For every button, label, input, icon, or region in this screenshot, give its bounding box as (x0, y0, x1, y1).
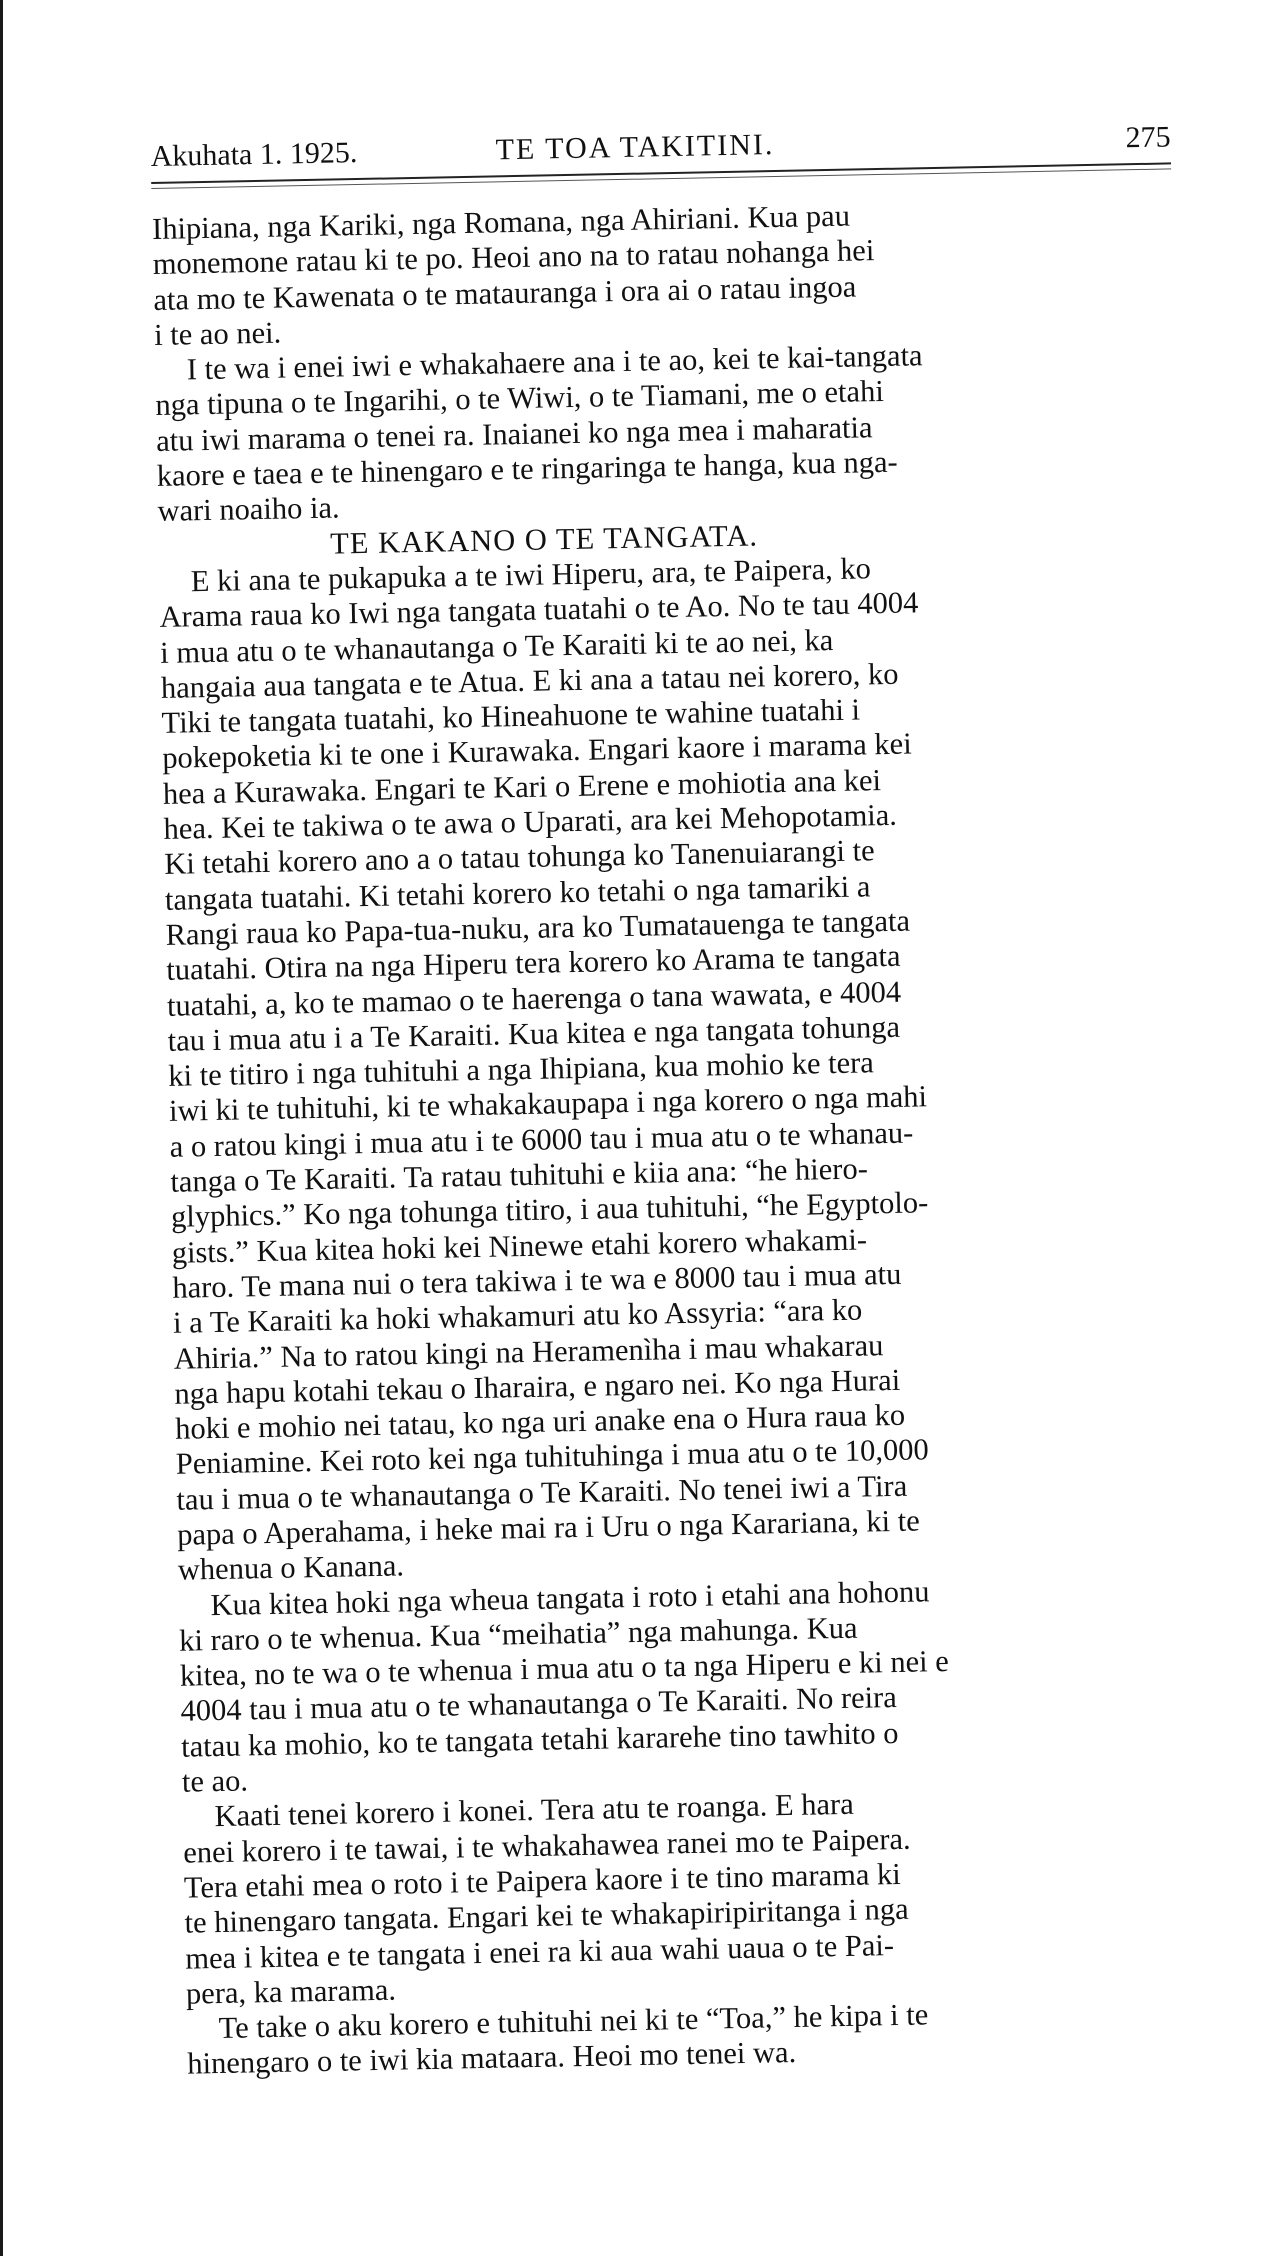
article-body (152, 192, 1228, 2082)
text-line: mea i kitea e te tangata i enei ra ki aua wahi uaua o te Pai- (184, 1927, 895, 1976)
text-line: glyphics.” Ko nga tohunga titiro, i aua tuhituhi, “he Egyptolo- (170, 1185, 929, 1235)
text-line: wari noaiho ia. (157, 490, 340, 529)
section-heading: TE KAKANO O TE TANGATA. (329, 518, 759, 561)
text-line: te ao. (181, 1763, 249, 1799)
text-line: Tiki te tangata tuatahi, ko Hineahuone te wahine tuatahi i (161, 692, 861, 741)
text-line: a o ratou kingi i mua atu i te 6000 tau i mua atu o te whanau- (169, 1115, 914, 1164)
text-line: Peniamine. Kei roto kei nga tuhituhinga i mua atu o te 10,000 (175, 1432, 930, 1482)
text-line: iwi ki te tuhituhi, ki te whakakaupapa i nga korero o nga mahi (168, 1079, 928, 1129)
paragraph-first-line: Te take o aku korero e tuhituhi nei ki te “Toa,” he kipa i te (218, 1997, 929, 2046)
header-date: Akuhata 1. 1925. (150, 136, 358, 173)
text-line: atu iwi marama o tenei ra. Inaianei ko nga mea i maharatia (155, 409, 873, 458)
text-line: i te ao nei. (153, 315, 282, 352)
text-line: Rangi raua ko Papa-tua-nuku, ara ko Tumatauenga te tangata (165, 903, 911, 952)
paragraph-first-line: E ki ana te pukapuka a te iwi Hiperu, ara, te Paipera, ko (190, 551, 872, 599)
text-line: tau i mua atu i a Te Karaiti. Kua kitea e nga tangata tohunga (167, 1009, 901, 1058)
text-line: papa o Aperahama, i heke mai ra i Uru o nga Karariana, ki te (176, 1503, 921, 1552)
text-line: tanga o Te Karaiti. Ta ratau tuhituhi e kiia ana: “he hiero- (170, 1151, 869, 1199)
text-line: hea a Kurawaka. Engari te Kari o Erene e mohiotia ana kei (162, 762, 882, 811)
text-line: gists.” Kua kitea hoki kei Ninewe etahi korero whakami- (171, 1222, 868, 1270)
page (150, 99, 1279, 2180)
text-line: tangata tuatahi. Ki tetahi korero ko tetahi o nga tamariki a (164, 868, 871, 917)
paragraph-first-line: Kaati tenei korero i konei. Tera atu te roanga. E hara (214, 1787, 855, 1834)
text-line: i mua atu o te whanautanga o Te Karaiti ki te ao nei, ka (159, 622, 834, 670)
text-line: ki te titiro i nga tuhituhi a nga Ihipiana, kua mohio ke tera (168, 1045, 875, 1093)
text-line: tuatahi. Otira na nga Hiperu tera korero ko Arama te tangata (165, 938, 901, 988)
text-line: Arama raua ko Iwi nga tangata tuatahi o te Ao. No te tau 4004 (159, 585, 919, 635)
page-number: 275 (1125, 120, 1171, 155)
text-line: monemone ratau ki te po. Heoi ano na to ratau nohanga hei (152, 233, 875, 282)
text-line: tuatahi, a, ko te mamao o te haerenga o tana wawata, e 4004 (166, 974, 902, 1023)
paragraph-first-line: I te wa i enei iwi e whakahaere ana i te ao, kei te kai-tangata (186, 338, 923, 387)
text-line: hinengaro o te iwi kia mataara. Heoi mo tenei wa. (187, 2035, 797, 2082)
text-line: hoki e mohio nei tatau, ko nga uri anake ena o Hura raua ko (174, 1397, 906, 1446)
text-line: nga hapu kotahi tekau o Iharaira, e ngaro nei. Ko nga Hurai (174, 1362, 901, 1411)
header-title: TE TOA TAKITINI. (495, 128, 775, 167)
text-line: kaore e taea e te hinengaro e te ringaringa te hanga, kua nga- (156, 444, 898, 494)
paragraph-first-line: Kua kitea hoki nga wheua tangata i roto i etahi ana hohonu (210, 1573, 930, 1622)
text-line: hea. Kei te takiwa o te awa o Uparati, ara kei Mehopotamia. (163, 797, 898, 846)
text-line: te hinengaro tangata. Engari kei te whakapiripiritanga i nga (184, 1892, 909, 1940)
text-line: Ahiria.” Na to ratou kingi na Heramenìha i mau whakarau (173, 1327, 884, 1376)
text-line: haro. Te mana nui o tera takiwa i te wa e 8000 tau i mua atu (172, 1256, 902, 1305)
text-line: nga tipuna o te Ingarihi, o te Wiwi, o te Tiamani, me o etahi (155, 374, 885, 423)
text-line: Ki tetahi korero ano a o tatau tohunga ko Tanenuiarangi te (163, 833, 875, 882)
text-line: hangaia aua tangata e te Atua. E ki ana a tatau nei korero, ko (160, 656, 899, 705)
text-line: ata mo te Kawenata o te matauranga i ora ai o ratau ingoa (153, 269, 857, 317)
text-line: pera, ka marama. (185, 1972, 397, 2011)
text-line: tatau ka mohio, ko te tangata tetahi kararehe tino tawhito o (180, 1715, 899, 1764)
text-line: 4004 tau i mua atu o te whanautanga o Te Karaiti. No reira (180, 1680, 898, 1729)
text-line: enei korero i te tawai, i te whakahawea ranei mo te Paipera. (182, 1821, 911, 1870)
text-line: i a Te Karaiti ka hoki whakamuri atu ko Assyria: “ara ko (172, 1292, 863, 1340)
page-spine-edge (0, 0, 3, 2256)
text-line: kitea, no te wa o te whenua i mua atu o ta nga Hiperu e ki nei e (179, 1644, 950, 1693)
text-line: ki raro o te whenua. Kua “meihatia” nga mahunga. Kua (178, 1610, 858, 1658)
text-line: Tera etahi mea o roto i te Paipera kaore i te tino marama ki (183, 1856, 901, 1905)
text-line: Ihipiana, nga Kariki, nga Romana, nga Ahiriani. Kua pau (151, 198, 851, 246)
text-line: tau i mua o te whanautanga o Te Karaiti. No tenei iwi a Tira (176, 1468, 908, 1517)
text-line: pokepoketia ki te one i Kurawaka. Engari kaore i marama kei (161, 726, 912, 776)
text-line: whenua o Kanana. (177, 1548, 405, 1588)
